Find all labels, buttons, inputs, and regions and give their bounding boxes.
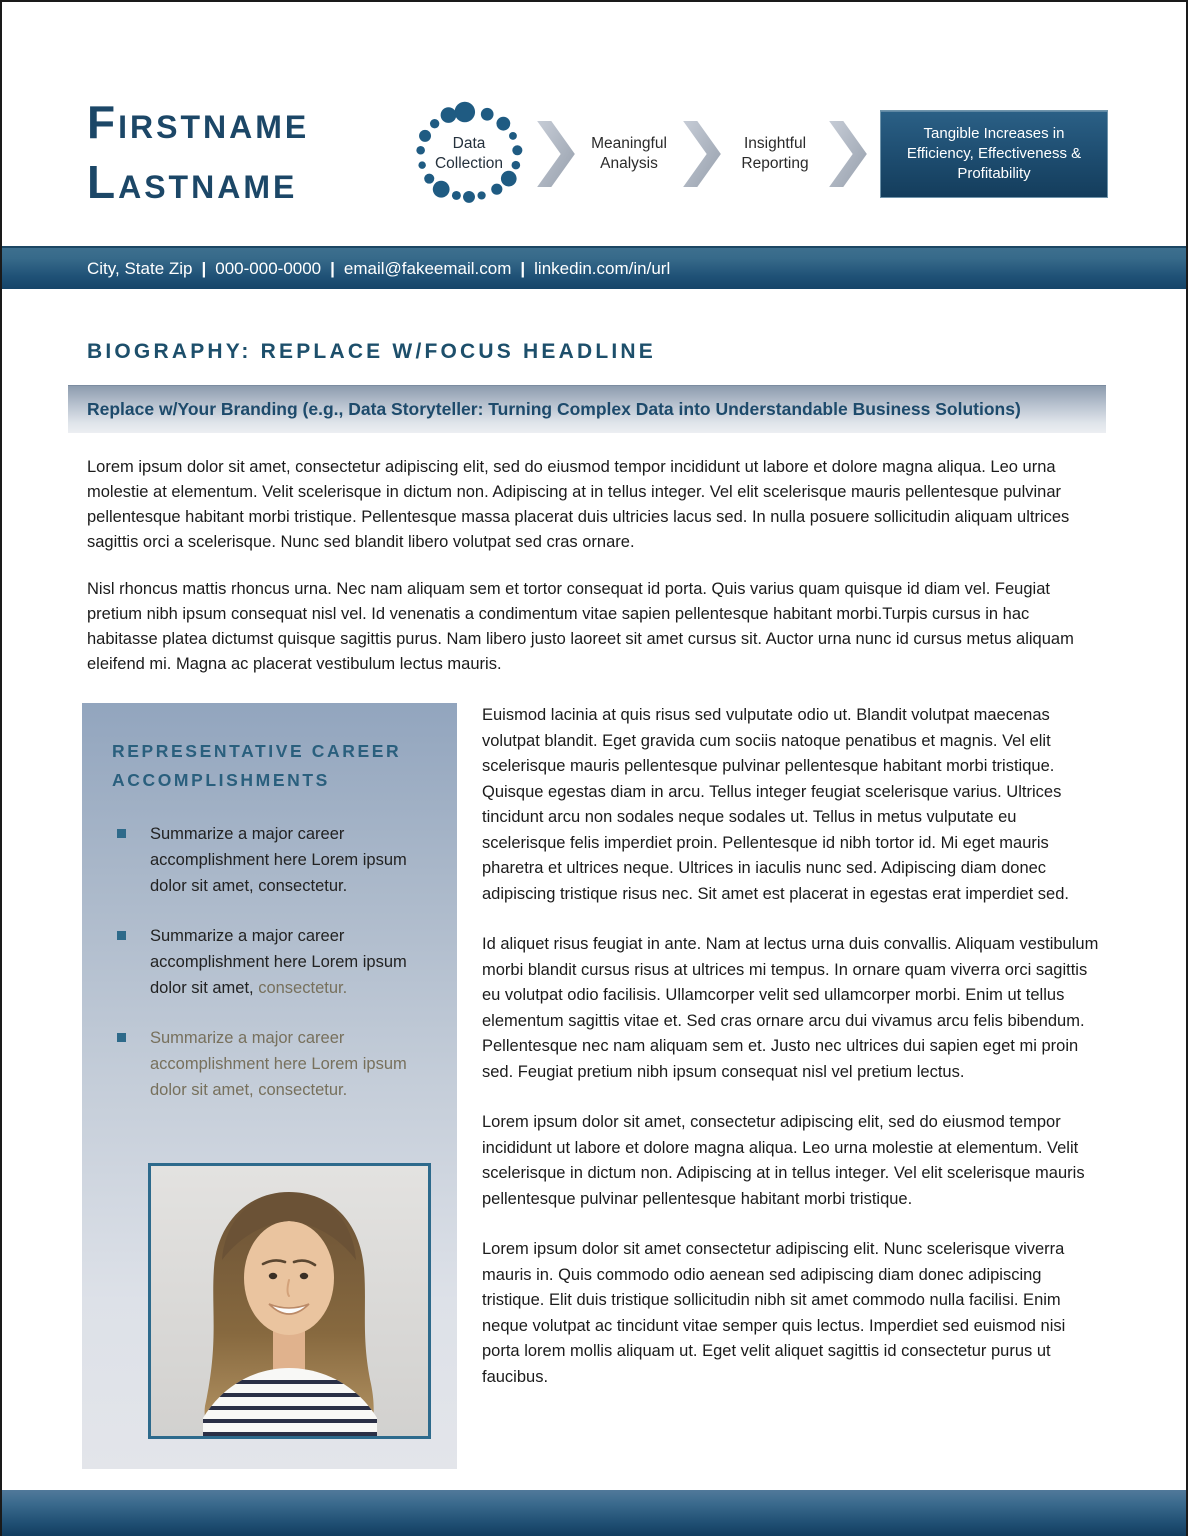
person-portrait-image	[151, 1166, 428, 1436]
body-paragraph: Lorem ipsum dolor sit amet consectetur adipiscing elit. Nunc scelerisque viverra mauris in. Quis commodo odio aenean sed adipiscing diam donec adipiscing tristique. Elit duis tristique sollicitudin nibh sit amet commodo nulla facilisi. Enim neque volutpat ac tincidunt vitae semper quis lectus. Imperdiet sed euismod nisi porta lorem mollis aliquam ut. Eget velit aliquet sagittis id consectetur purus ut faucibus.	[482, 1240, 1066, 1386]
square-bullet-icon	[117, 931, 126, 940]
accomplishments-list	[112, 821, 427, 1103]
separator: |	[330, 258, 335, 278]
branding-banner: Replace w/Your Branding (e.g., Data Storyteller: Turning Complex Data into Understandable Business Solutions)	[68, 385, 1106, 433]
intro-paragraph: Nisl rhoncus mattis rhoncus urna. Nec nam aliquam sem et tortor consequat id porta. Quis varius quam quisque id diam vel. Feugiat pretium nibh ipsum consequat nisl vel. Id venenatis a condimentum vitae sapien pellentesque habitant morbi.Turpis cursus in hac habitasse platea dictumst quisque sagittis purus. Nam libero justo laoreet sit amet cursus sit. Auctor urna nunc id cursus metus aliquam eleifend mi. Magna ac placerat vestibulum lectus mauris.	[87, 580, 1074, 673]
contact-linkedin-link[interactable]: linkedin.com/in/url	[534, 258, 671, 278]
separator: |	[201, 258, 207, 278]
square-bullet-icon	[117, 829, 126, 838]
contact-location: City, State Zip	[87, 258, 193, 278]
body-paragraph: Lorem ipsum dolor sit amet, consectetur adipiscing elit, sed do eiusmod tempor incididunt ut labore et dolore magna aliqua. Leo urna molestie at elementum. Velit scelerisque in dictum non. Adipiscing at in tellus integer. Vel elit scelerisque mauris pellentesque pulvinar pellentesque habitant morbi tristique.	[482, 1113, 1085, 1208]
process-result-box: Tangible Increases in Efficiency, Effectiveness & Profitability	[880, 110, 1108, 198]
last-name: Lastname	[87, 156, 298, 208]
accomplishment-text-accent: Summarize a major career accomplishment here Lorem ipsum dolor sit amet, consectetur.	[150, 1028, 407, 1099]
accomplishment-item	[112, 821, 427, 899]
accomplishment-item	[112, 923, 427, 1001]
process-diagram	[408, 98, 1108, 210]
accomplishment-text: Summarize a major career accomplishment here Lorem ipsum dolor sit amet,	[150, 926, 407, 997]
separator: |	[520, 258, 526, 278]
process-step-insightful-reporting: Insightful Reporting	[741, 134, 809, 172]
accomplishment-item	[112, 1025, 427, 1103]
first-name: Firstname	[87, 96, 310, 148]
intro-section	[87, 455, 1104, 677]
accomplishments-sidebar	[82, 703, 457, 1469]
contact-phone: 000-000-0000	[215, 258, 322, 278]
two-column-section	[87, 703, 1104, 1469]
body-paragraph: Euismod lacinia at quis risus sed vulputate odio ut. Blandit volutpat maecenas volutpat blandit. Eget gravida cum sociis natoque penatibus et magnis. Vel elit scelerisque mauris pellentesque pulvinar pellentesque habitant morbi tristique. Quisque egestas diam in arcu. Tellus integer feugiat scelerisque varius. Ultrices tincidunt arcu non sodales neque sodales ut. Tellus in metus vulputate eu scelerisque felis imperdiet proin. Pellentesque id nibh tortor id. Mi eget mauris pharetra et ultrices neque. Ultrices in iaculis nunc sed. Adipiscing diam donec adipiscing tristique risus nec. Sit amet est placerat in egestas erat imperdiet sed.	[482, 706, 1069, 903]
biography-heading: BIOGRAPHY: REPLACE W/FOCUS HEADLINE	[87, 340, 656, 363]
square-bullet-icon	[117, 1033, 126, 1042]
intro-paragraph: Lorem ipsum dolor sit amet, consectetur adipiscing elit, sed do eiusmod tempor incididunt ut labore et dolore magna aliqua. Leo urna molestie at elementum. Velit scelerisque in dictum non. Adipiscing at in tellus integer. Vel elit scelerisque mauris pellentesque pulvinar pellentesque habitant morbi tristique. Pellentesque massa placerat duis ultricies lacus sed. In nulla posuere sollicitudin aliquam ultrices sagittis orci a scelerisque. Nunc sed blandit libero volutpat sed cras ornare.	[87, 458, 1070, 551]
main-content	[2, 340, 1186, 1469]
contact-email-link[interactable]: email@fakeemail.com	[343, 258, 512, 278]
chevron-right-icon	[681, 121, 723, 187]
bottom-accent-bar	[2, 1490, 1186, 1536]
contact-bar	[2, 246, 1186, 289]
body-paragraph: Id aliquet risus feugiat in ante. Nam at lectus urna duis convallis. Aliquam vestibulum morbi blandit cursus risus at ultrices mi tempus. In ornare quam viverra orci sagittis eu volutpat odio facilisis. Ullamcorper velit sed ullamcorper morbi. Enim ut tellus elementum sagittis vitae et. Sed cras ornare arcu dui vivamus arcu felis bibendum. Pellentesque nec nam aliquam sem et. Justo nec ultrices dui sapien eget mi proin sed. Feugiat pretium nibh ipsum consequat nisl vel pretium lectus.	[482, 935, 1099, 1081]
process-step-meaningful-analysis: Meaningful Analysis	[591, 134, 667, 172]
chevron-right-icon	[827, 121, 869, 187]
accomplishment-text-accent: consectetur.	[253, 978, 348, 997]
accomplishment-text: Summarize a major career accomplishment here Lorem ipsum dolor sit amet, consectetur.	[150, 824, 407, 895]
profile-photo	[148, 1163, 431, 1439]
process-step-data-collection	[408, 98, 530, 210]
biography-body	[482, 703, 1104, 1415]
name-block	[87, 92, 309, 212]
sidebar-title: REPRESENTATIVE CAREER ACCOMPLISHMENTS	[112, 741, 402, 790]
chevron-right-icon	[535, 121, 577, 187]
process-step-label: Data Collection	[434, 134, 504, 172]
header	[87, 98, 1108, 220]
